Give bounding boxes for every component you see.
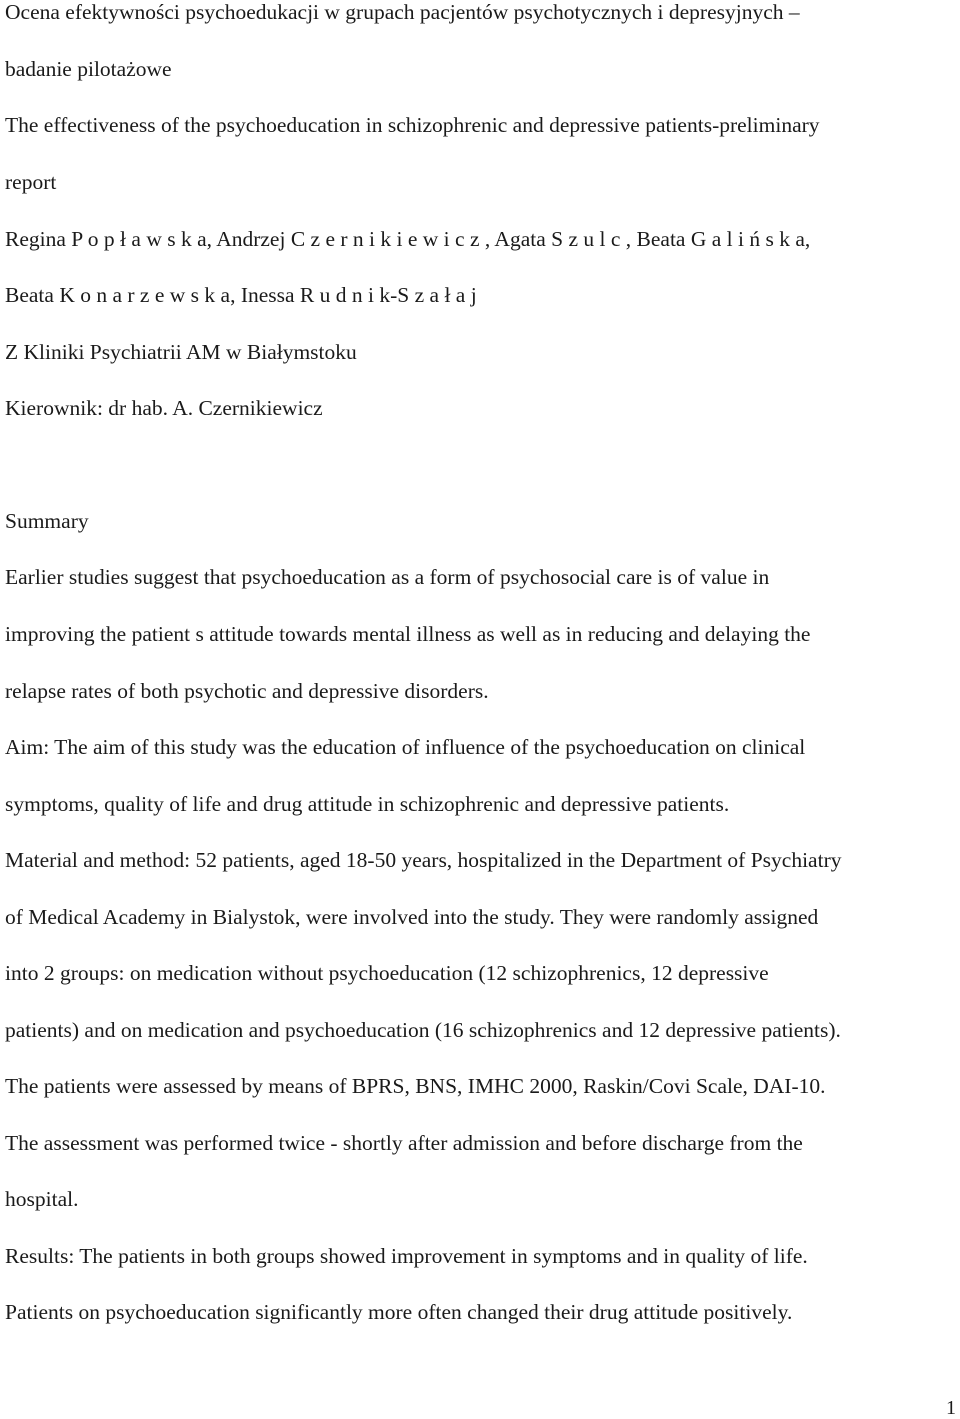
title-english-line1: The effectiveness of the psychoeducation in schizophrenic and depressive patients-preliminary [5,113,820,137]
title-polish-line2: badanie pilotażowe [5,57,172,81]
title-english-line2: report [5,170,57,194]
summary-line: of Medical Academy in Bialystok, were involved into the study. They were randomly assigned [5,905,819,929]
summary-line: Earlier studies suggest that psychoeducation as a form of psychosocial care is of value in [5,565,770,589]
summary-line: symptoms, quality of life and drug attitude in schizophrenic and depressive patients. [5,792,730,816]
page-number: 1 [946,1397,956,1419]
summary-line: improving the patient s attitude towards mental illness as well as in reducing and delaying the [5,622,811,646]
authors-line1: Regina P o p ł a w s k a, Andrzej C z e r n i k i e w i c z , Agata S z u l c , Beata G a l i ń s k a, [5,227,811,251]
summary-line: Results: The patients in both groups showed improvement in symptoms and in quality of life. [5,1244,808,1268]
affiliation-head: Kierownik: dr hab. A. Czernikiewicz [5,396,323,420]
summary-line: patients) and on medication and psychoeducation (16 schizophrenics and 12 depressive patients). [5,1018,841,1042]
summary-line: hospital. [5,1187,79,1211]
summary-line: Aim: The aim of this study was the education of influence of the psychoeducation on clinical [5,735,806,759]
authors-line2: Beata K o n a r z e w s k a, Inessa R u d n i k-S z a ł a j [5,283,477,307]
summary-line: Patients on psychoeducation significantly more often changed their drug attitude positively. [5,1300,793,1324]
summary-line: relapse rates of both psychotic and depressive disorders. [5,679,489,703]
affiliation-institution: Z Kliniki Psychiatrii AM w Białymstoku [5,340,357,364]
summary-line: The assessment was performed twice - shortly after admission and before discharge from the [5,1131,803,1155]
summary-line: into 2 groups: on medication without psychoeducation (12 schizophrenics, 12 depressive [5,961,769,985]
summary-line: Material and method: 52 patients, aged 18-50 years, hospitalized in the Department of Psychiatry [5,848,842,872]
summary-line: The patients were assessed by means of BPRS, BNS, IMHC 2000, Raskin/Covi Scale, DAI-10. [5,1074,826,1098]
title-polish-line1: Ocena efektywności psychoedukacji w grupach pacjentów psychotycznych i depresyjnych – [5,0,800,24]
summary-heading: Summary [5,509,89,533]
